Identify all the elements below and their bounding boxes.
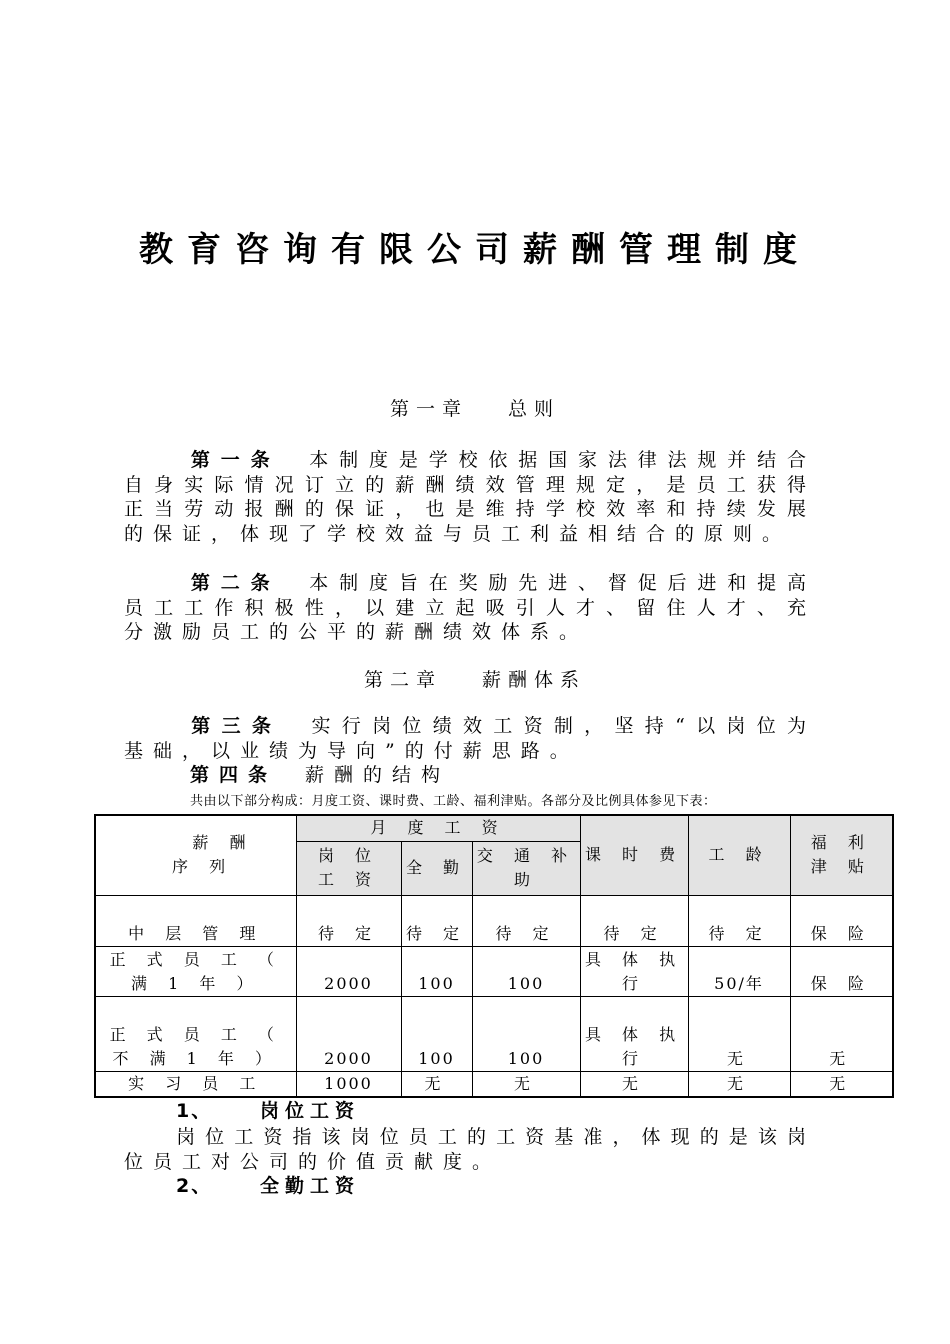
section-2-number: 2、	[176, 1175, 213, 1197]
header-seniority: 工 龄	[688, 815, 790, 895]
cell-welfare: 无	[790, 996, 893, 1071]
table-row	[95, 1071, 893, 1097]
cell-transport: 100	[472, 996, 580, 1071]
cell-attendance: 无	[401, 1071, 472, 1097]
article-1-text: 本制度是学校依据国家法律法规并结合自身实际情况订立的薪酬绩效管理规定，是员工获得正当劳动报酬的保证，也是维持学校效率和持续发展的保证，体现了学校效益与员工利益相结合的原则。	[124, 449, 816, 545]
table-row	[95, 895, 893, 946]
section-2-title: 全勤工资	[260, 1175, 361, 1197]
article-3	[124, 714, 816, 763]
article-2-label: 第二条	[190, 572, 281, 594]
article-4-text: 薪酬的结构	[305, 764, 451, 786]
cell-seniority: 50/年	[688, 946, 790, 996]
chapter-1-heading	[0, 396, 950, 422]
cell-attendance: 待 定	[401, 895, 472, 946]
row-name: 实 习 员 工	[95, 1071, 296, 1097]
cell-seniority: 待 定	[688, 895, 790, 946]
section-1-body	[124, 1125, 816, 1174]
table-row	[95, 946, 893, 996]
article-4-label: 第四条	[190, 764, 278, 786]
section-2-heading	[176, 1173, 360, 1199]
header-welfare: 福 利 津 贴	[790, 815, 893, 895]
article-3-text: 实行岗位绩效工资制，坚持“以岗位为基础，以业绩为导向”的付薪思路。	[124, 715, 816, 762]
article-2	[124, 571, 816, 645]
chapter-2-heading	[0, 667, 950, 693]
table-intro-note: 共由以下部分构成：月度工资、课时费、工龄、福利津贴。各部分及比例具体参见下表：	[190, 794, 717, 809]
header-monthly-salary: 月 度 工 资	[296, 815, 580, 841]
article-1-label: 第一条	[190, 449, 281, 471]
row-name: 正 式 员 工 （ 不 满 1 年 ）	[95, 996, 296, 1071]
cell-transport: 无	[472, 1071, 580, 1097]
chapter-2-name: 薪酬体系	[482, 669, 587, 691]
section-1-number: 1、	[176, 1100, 213, 1122]
corner-label-bottom: 序 列	[172, 857, 234, 877]
cell-seniority: 无	[688, 1071, 790, 1097]
cell-lesson: 具 体 执 行	[580, 996, 688, 1071]
cell-seniority: 无	[688, 996, 790, 1071]
cell-welfare: 保 险	[790, 946, 893, 996]
chapter-1-name: 总则	[508, 398, 561, 420]
cell-transport: 100	[472, 946, 580, 996]
header-transport: 交 通 补 助	[472, 841, 580, 895]
cell-lesson: 具 体 执 行	[580, 946, 688, 996]
cell-post: 2000	[296, 946, 401, 996]
cell-lesson: 待 定	[580, 895, 688, 946]
section-1-heading	[176, 1098, 360, 1124]
chapter-1-number: 第一章	[389, 398, 468, 420]
document-title: 教育咨询有限公司薪酬管理制度	[139, 230, 811, 270]
cell-post: 1000	[296, 1071, 401, 1097]
cell-attendance: 100	[401, 996, 472, 1071]
cell-welfare: 保 险	[790, 895, 893, 946]
section-1-text: 岗位工资指该岗位员工的工资基准，体现的是该岗位员工对公司的价值贡献度。	[124, 1126, 816, 1173]
cell-post: 2000	[296, 996, 401, 1071]
header-lesson-fee: 课 时 费	[580, 815, 688, 895]
article-2-text: 本制度旨在奖励先进、督促后进和提高员工工作积极性，以建立起吸引人才、留住人才、充分激励员工的公平的薪酬绩效体系。	[124, 572, 816, 643]
salary-structure-table	[94, 814, 894, 1098]
cell-post: 待 定	[296, 895, 401, 946]
cell-attendance: 100	[401, 946, 472, 996]
chapter-2-number: 第二章	[363, 669, 442, 691]
header-post-salary: 岗 位 工 资	[296, 841, 401, 895]
table-corner-header	[95, 815, 296, 895]
cell-lesson: 无	[580, 1071, 688, 1097]
section-1-title: 岗位工资	[260, 1100, 361, 1122]
article-1	[124, 448, 816, 546]
row-name: 中 层 管 理	[95, 895, 296, 946]
row-name: 正 式 员 工 （ 满 1 年 ）	[95, 946, 296, 996]
cell-transport: 待 定	[472, 895, 580, 946]
header-attendance: 全 勤	[401, 841, 472, 895]
cell-welfare: 无	[790, 1071, 893, 1097]
article-4	[124, 763, 816, 788]
article-3-label: 第三条	[190, 715, 283, 737]
corner-label-top: 薪 酬	[192, 833, 254, 853]
table-row	[95, 996, 893, 1071]
